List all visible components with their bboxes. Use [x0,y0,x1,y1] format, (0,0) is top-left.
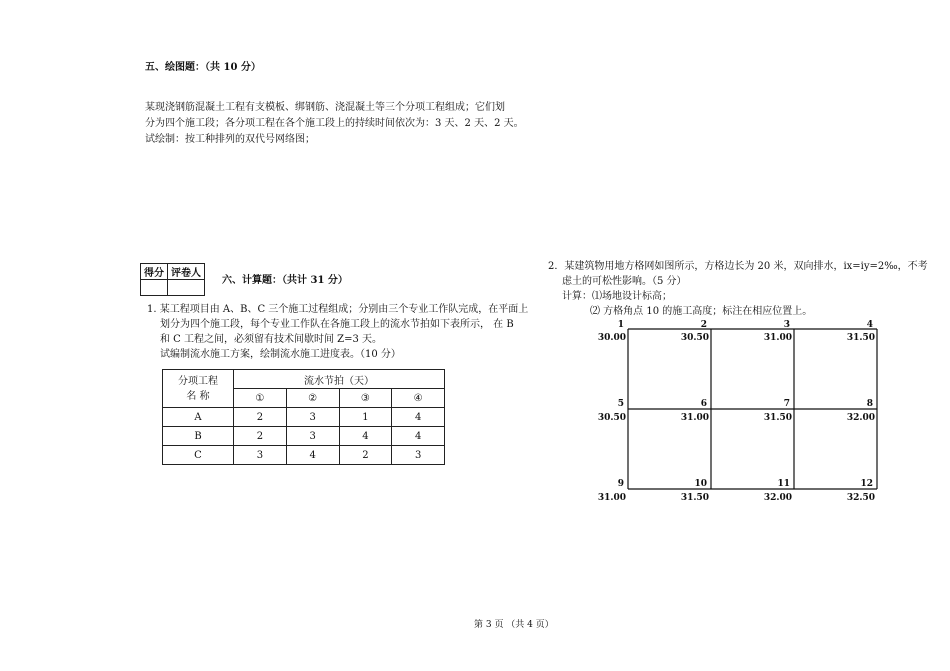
table-row [163,427,445,446]
score-label: 得分 [141,264,168,280]
grid-node-id: 3 [783,320,790,330]
table-header-name [163,370,234,408]
grid-lines [628,329,877,489]
section-5-line-2: 分为四个施工段；各分项工程在各个施工段上的持续时间依次为：3 天、2 天、2 天。 [145,118,524,129]
rhythm-value: 4 [392,408,445,427]
segment-header: ④ [392,389,445,408]
section-5-line-1: 某现浇钢筋混凝土工程有支模板、绑钢筋、浇混凝土等三个分项工程组成；它们划 [145,102,505,113]
rhythm-value: 3 [286,427,339,446]
grid-diagram [597,320,890,510]
segment-header: ② [286,389,339,408]
process-name: A [163,408,234,427]
table-row [163,408,445,427]
grid-node-elevation: 31.50 [763,413,792,423]
grid-node-id: 7 [783,399,790,409]
rhythm-value: 3 [234,446,287,465]
grid-node-id: 6 [700,399,707,409]
grid-node-elevation: 30.00 [597,333,626,343]
table-row [163,446,445,465]
grid-node-elevation: 30.50 [680,333,709,343]
q2-line-3: 计算：⑴场地设计标高； [562,291,672,302]
grid-node-id: 10 [694,479,707,489]
grid-node-id: 1 [617,320,624,330]
q1-line-3: 和 C 工程之间，必须留有技术间歇时间 Z=3 天。 [160,334,383,345]
rhythm-value: 3 [392,446,445,465]
process-name: C [163,446,234,465]
grid-node-elevation: 31.00 [763,333,792,343]
grid-node-id: 12 [860,479,873,489]
q2-line-2: 虑土的可松性影响。（5 分） [562,276,687,287]
rhythm-value: 2 [339,446,392,465]
grid-svg [597,320,890,510]
grid-node-elevation: 31.00 [597,493,626,503]
q1-line-1: 1. 某工程项目由 A、B、C 三个施工过程组成；分别由三个专业工作队完成，在平面上 [147,304,529,315]
segment-header: ① [234,389,287,408]
header-name-line-2: 名 称 [186,390,210,402]
grid-node-id: 5 [617,399,624,409]
q2-line-4: ⑵ 方格角点 10 的施工高度；标注在相应位置上。 [590,306,813,317]
score-box [140,263,205,296]
grader-cell[interactable] [168,280,205,296]
page-footer: 第 3 页 （共 4 页） [474,620,554,630]
process-name: B [163,427,234,446]
table-header-span: 流水节拍（天） [234,370,445,389]
section-6-heading: 六、计算题：（共计 31 分） [222,275,348,286]
rhythm-value: 3 [286,408,339,427]
rhythm-value: 4 [286,446,339,465]
rhythm-value: 1 [339,408,392,427]
grid-labels [598,320,875,503]
segment-header: ③ [339,389,392,408]
grid-node-elevation: 31.50 [680,493,709,503]
rhythm-value: 4 [339,427,392,446]
grid-node-elevation: 31.50 [846,333,875,343]
grid-node-id: 2 [700,320,707,330]
grid-node-elevation: 30.50 [597,413,626,423]
q1-line-4: 试编制流水施工方案，绘制流水施工进度表。（10 分） [160,349,401,360]
rhythm-value: 2 [234,408,287,427]
q1-line-2: 划分为四个施工段，每个专业工作队在各施工段上的流水节拍如下表所示， 在 B [160,319,514,330]
grid-node-id: 11 [777,479,790,489]
grid-node-id: 8 [866,399,873,409]
score-cell[interactable] [141,280,168,296]
grid-node-elevation: 32.50 [846,493,875,503]
grader-label: 评卷人 [168,264,205,280]
grid-node-id: 4 [866,320,873,330]
grid-node-elevation: 32.00 [846,413,875,423]
section-5-line-3: 试绘制：按工种排列的双代号网络图； [145,134,315,145]
header-name-line-1: 分项工程 [178,375,218,387]
rhythm-table [162,369,445,465]
grid-node-elevation: 32.00 [763,493,792,503]
section-5-heading: 五、绘图题：（共 10 分） [145,62,261,73]
q2-line-1: 2．某建筑物用地方格网如图所示，方格边长为 20 米，双向排水，ix=iy=2‰，不考 [548,261,928,272]
rhythm-value: 4 [392,427,445,446]
grid-node-elevation: 31.00 [680,413,709,423]
rhythm-value: 2 [234,427,287,446]
grid-node-id: 9 [617,479,624,489]
